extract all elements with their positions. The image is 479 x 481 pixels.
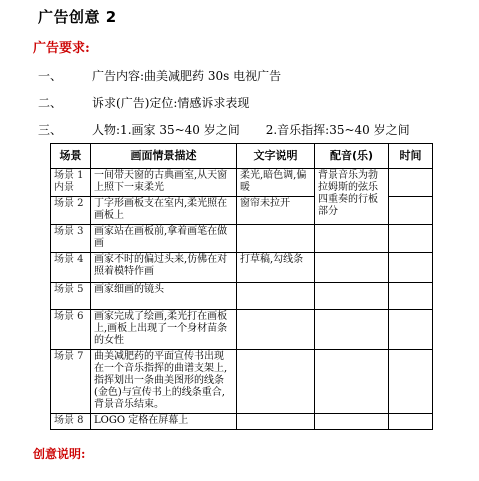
text-note-cell: [237, 225, 315, 253]
time-cell: [389, 197, 433, 225]
table-row: [51, 253, 433, 283]
table-row: [51, 225, 433, 253]
description-cell: 画家不时的偏过头来,仿佛在对照着模特作画: [91, 253, 237, 283]
header-voiceover: 配音(乐): [315, 144, 389, 169]
text-note-cell: [237, 310, 315, 350]
table-row: [51, 414, 433, 430]
header-time: 时间: [389, 144, 433, 169]
scene-cell: 场景 3: [51, 225, 91, 253]
header-scene: 场景: [51, 144, 91, 169]
time-cell: [389, 169, 433, 197]
description-cell: LOGO 定格在屏幕上: [91, 414, 237, 430]
creative-notes-heading: 创意说明:: [33, 447, 86, 461]
time-cell: [389, 253, 433, 283]
table-row: [51, 283, 433, 310]
scene-cell: 场景 1 内景: [51, 169, 91, 197]
table-row: [51, 169, 433, 197]
time-cell: [389, 414, 433, 430]
scene-cell: 场景 2: [51, 197, 91, 225]
text-note-cell: 柔光,暗色调,偏暖: [237, 169, 315, 197]
requirement-text: 广告内容:曲美减肥药 30s 电视广告: [92, 69, 282, 83]
description-cell: 画家细画的镜头: [91, 283, 237, 310]
requirements-heading: 广告要求:: [33, 41, 90, 56]
page-title: 广告创意 2: [38, 8, 117, 26]
voiceover-cell: [315, 283, 389, 310]
text-note-cell: [237, 350, 315, 414]
scene-cell: 场景 6: [51, 310, 91, 350]
requirement-content: [38, 67, 281, 84]
description-cell: 画家站在画板前,拿着画笔在做画: [91, 225, 237, 253]
header-text-note: 文字说明: [237, 144, 315, 169]
header-description: 画面情景描述: [91, 144, 237, 169]
description-cell: 曲美减肥药的平面宣传书出现在一个音乐指挥的曲谱支架上,指挥划出一条曲美图形的线条(金色)与宣传书上的线条重合,背景音乐结束。: [91, 350, 237, 414]
voiceover-cell: [315, 414, 389, 430]
table-header-row: [51, 144, 433, 169]
description-cell: 丁字形画板支在室内,柔光照在画板上: [91, 197, 237, 225]
voiceover-cell: 背景音乐为勃拉姆斯的弦乐四重奏的行板部分: [315, 169, 389, 225]
description-cell: 画家完成了绘画,柔光打在画板上,画板上出现了一个身材苗条的女性: [91, 310, 237, 350]
text-note-cell: [237, 283, 315, 310]
requirement-number: 二、: [38, 96, 63, 110]
text-note-cell: 窗帘未拉开: [237, 197, 315, 225]
requirement-number: 三、: [38, 123, 63, 137]
description-cell: 一间带天窗的古典画室,从天窗上照下一束柔光: [91, 169, 237, 197]
time-cell: [389, 350, 433, 414]
requirement-text: 诉求(广告)定位:情感诉求表现: [92, 96, 250, 110]
voiceover-cell: [315, 350, 389, 414]
text-note-cell: 打草稿,勾线条: [237, 253, 315, 283]
scene-cell: 场景 4: [51, 253, 91, 283]
text-note-cell: [237, 414, 315, 430]
scene-cell: 场景 8: [51, 414, 91, 430]
time-cell: [389, 225, 433, 253]
time-cell: [389, 310, 433, 350]
table-row: [51, 350, 433, 414]
requirement-text: 人物:1.画家 35~40 岁之间: [92, 123, 240, 137]
requirement-text-secondary: 2.音乐指挥:35~40 岁之间: [265, 123, 410, 137]
voiceover-cell: [315, 225, 389, 253]
table-row: [51, 310, 433, 350]
storyboard-table: [50, 143, 433, 430]
scene-cell: 场景 7: [51, 350, 91, 414]
scene-cell: 场景 5: [51, 283, 91, 310]
time-cell: [389, 283, 433, 310]
requirement-characters: [38, 121, 410, 138]
voiceover-cell: [315, 253, 389, 283]
requirement-positioning: [38, 94, 249, 111]
voiceover-cell: [315, 310, 389, 350]
requirement-number: 一、: [38, 69, 63, 83]
